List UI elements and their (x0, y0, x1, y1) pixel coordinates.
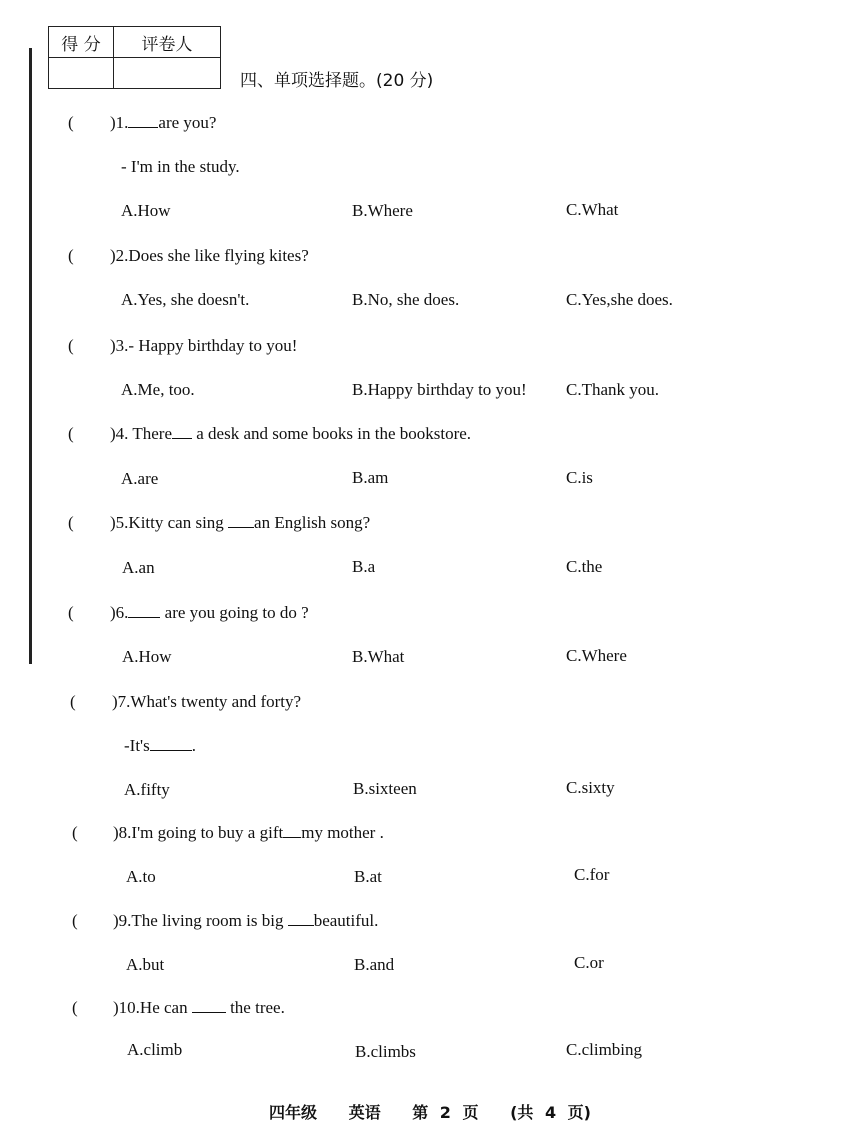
answer-paren: ( (68, 513, 74, 532)
option-b: B.at (354, 867, 382, 886)
grader-cell (114, 58, 221, 89)
option-a: A.but (126, 955, 165, 974)
question-stem: )8.I'm going to buy a gift my mother . (113, 823, 384, 842)
option-b: B.Where (352, 201, 413, 220)
question-reply: - I'm in the study. (121, 157, 240, 176)
answer-paren: ( (72, 911, 78, 930)
option-c: C.Where (566, 646, 627, 665)
option-c: C.for (574, 865, 610, 884)
section-title: 四、单项选择题。(20 分) (240, 71, 434, 91)
answer-paren: ( (68, 246, 74, 265)
binding-line (29, 48, 32, 664)
score-cell (49, 58, 114, 89)
option-b: B.climbs (355, 1042, 416, 1061)
option-a: A.climb (127, 1040, 183, 1059)
option-b: B.sixteen (353, 779, 417, 798)
option-c: C.Yes,she does. (566, 290, 673, 309)
option-c: C.sixty (566, 778, 615, 797)
option-c: C.is (566, 468, 593, 487)
answer-paren: ( (68, 603, 74, 622)
question-stem: )6. are you going to do ? (110, 603, 309, 622)
question-stem: )7.What's twenty and forty? (112, 692, 302, 711)
answer-paren: ( (68, 113, 74, 132)
option-b: B.No, she does. (352, 290, 460, 309)
option-a: A.an (122, 558, 155, 577)
footer-subject: 英语 (348, 1103, 381, 1122)
answer-paren: ( (72, 823, 78, 842)
question-stem: )2.Does she like flying kites? (110, 246, 309, 265)
page-footer (0, 1100, 860, 1123)
option-c: C.or (574, 953, 604, 972)
option-a: A.How (121, 201, 171, 220)
score-label: 得 分 (49, 27, 114, 58)
option-b: B.am (352, 468, 389, 487)
footer-grade: 四年级 (269, 1103, 318, 1122)
answer-paren: ( (70, 692, 76, 711)
score-box (48, 26, 221, 89)
question-stem: )5.Kitty can sing an English song? (110, 513, 371, 532)
question-reply: -It's . (124, 736, 196, 755)
option-c: C.Thank you. (566, 380, 660, 399)
option-c: C.What (566, 200, 619, 219)
option-b: B.a (352, 557, 376, 576)
option-a: A.Me, too. (121, 380, 195, 399)
option-b: B.What (352, 647, 405, 666)
question-stem: )9.The living room is big beautiful. (113, 911, 379, 930)
option-a: A.Yes, she doesn't. (121, 290, 250, 309)
question-stem: )1. are you? (110, 113, 217, 132)
option-c: C.climbing (566, 1040, 643, 1059)
footer-page: 第 2 页 (412, 1103, 479, 1122)
footer-total: (共 4 页) (510, 1103, 591, 1122)
question-stem: )4. There a desk and some books in the bookstore. (110, 424, 472, 443)
option-a: A.are (121, 469, 159, 488)
answer-paren: ( (72, 998, 78, 1017)
option-a: A.to (126, 867, 156, 886)
option-a: A.How (122, 647, 172, 666)
answer-paren: ( (68, 336, 74, 355)
answer-paren: ( (68, 424, 74, 443)
grader-label: 评卷人 (114, 27, 221, 58)
option-b: B.and (354, 955, 395, 974)
question-stem: )10.He can the tree. (113, 998, 285, 1017)
question-stem: )3.- Happy birthday to you! (110, 336, 298, 355)
option-c: C.the (566, 557, 603, 576)
option-a: A.fifty (124, 780, 170, 799)
option-b: B.Happy birthday to you! (352, 380, 527, 399)
